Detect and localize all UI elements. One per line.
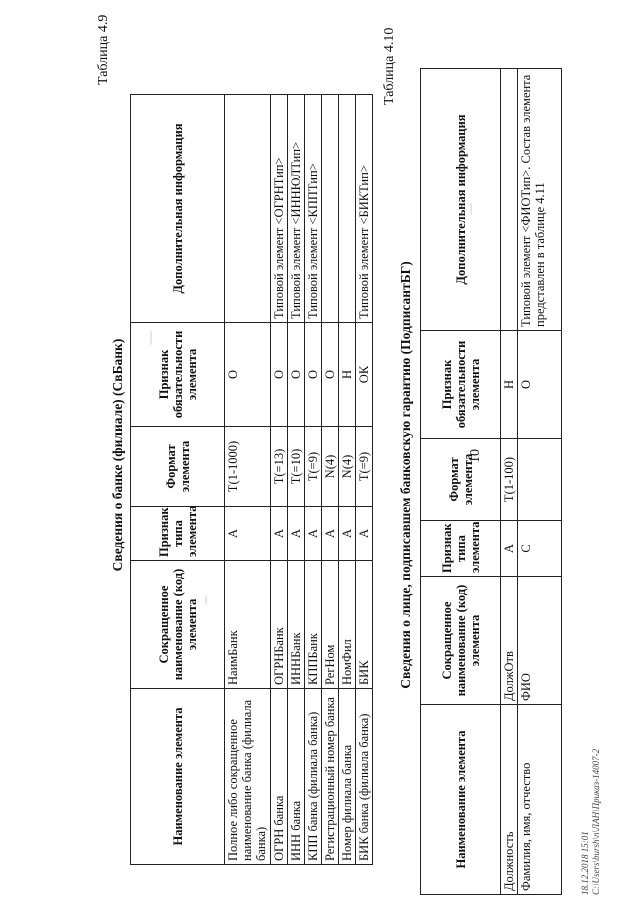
table-cell: О [305, 323, 322, 427]
table-cell: ИННБанк [288, 561, 305, 689]
table-cell [501, 69, 518, 331]
table-4-10-label: Таблица 4.10 [382, 27, 397, 105]
table-cell [322, 95, 339, 323]
table-cell: С [518, 521, 562, 577]
table-cell: НаимБанк [225, 561, 271, 689]
table-cell: ОК [356, 323, 373, 427]
table-cell: РегНом [322, 561, 339, 689]
table-cell: БИК [356, 561, 373, 689]
footer-date: 18.12.2018 15:01 [580, 831, 590, 895]
page-number: 10 [468, 449, 483, 463]
header-cell: Признак типа элемента [131, 507, 225, 561]
header-cell: Дополнительная информация [421, 69, 501, 331]
table-cell: ДолжОтв [501, 577, 518, 705]
scan-speck [205, 595, 207, 605]
table-cell: Номер филиала банка [339, 689, 356, 865]
table-cell: О [271, 323, 288, 427]
table-cell: ОГРНБанк [271, 561, 288, 689]
table-row [518, 69, 562, 895]
table-cell: T(=10) [288, 427, 305, 507]
header-cell: Наименование элемента [131, 689, 225, 865]
table-cell: N(4) [339, 427, 356, 507]
table-cell [518, 439, 562, 521]
table-4-9 [130, 94, 373, 865]
table-cell: T(=13) [271, 427, 288, 507]
table-cell: ФИО [518, 577, 562, 705]
table-cell [339, 95, 356, 323]
table-cell [225, 95, 271, 323]
table-4-9-label: Таблица 4.9 [96, 14, 111, 85]
table-cell: T(1-1000) [225, 427, 271, 507]
table-cell: А [225, 507, 271, 561]
table-cell: А [339, 507, 356, 561]
table-4-10-caption: Сведения о лице, подписавшем банковскую гарантию (ПодписантБГ) [398, 261, 413, 689]
table-cell: Типовой элемент <ОГРНТип> [271, 95, 288, 323]
table-cell: А [271, 507, 288, 561]
header-cell: Дополнительная информация [131, 95, 225, 323]
table-cell: ИНН банка [288, 689, 305, 865]
table-4-10 [420, 68, 562, 895]
table-row [225, 95, 271, 865]
table-cell: НомФил [339, 561, 356, 689]
table-cell: Фамилия, имя, отчество [518, 705, 562, 895]
footer-stamp [580, 749, 602, 895]
table-cell: Регистрационный номер банка [322, 689, 339, 865]
table-cell: БИК банка (филиала банка) [356, 689, 373, 865]
header-cell: Признак типа элемента [421, 521, 501, 577]
table-cell: А [356, 507, 373, 561]
header-cell: Признак обязательности элемента [131, 323, 225, 427]
table-cell: Типовой элемент <ФИОТип>. Состав элемента представлен в таблице 4.11 [518, 69, 562, 331]
table-row [305, 95, 322, 865]
table-cell: О [288, 323, 305, 427]
table-4-9-caption: Сведения о банке (филиале) (СвБанк) [110, 338, 125, 572]
table-cell: T(=9) [305, 427, 322, 507]
scan-speck [470, 203, 472, 215]
table-cell: Типовой элемент <КППТип> [305, 95, 322, 323]
table-cell: T(1-100) [501, 439, 518, 521]
scan-speck [150, 331, 152, 345]
table-cell: КПП банка (филиала банка) [305, 689, 322, 865]
table-cell: А [322, 507, 339, 561]
table-cell: А [501, 521, 518, 577]
table-cell: Полное либо сокращенное наименование банка (филиала банка) [225, 689, 271, 865]
table-cell: N(4) [322, 427, 339, 507]
table-row [322, 95, 339, 865]
table-cell: Типовой элемент <ИННЮЛТип> [288, 95, 305, 323]
header-cell: Формат элемента [421, 439, 501, 521]
table-cell: О [518, 331, 562, 439]
table-cell: О [225, 323, 271, 427]
table-cell: А [305, 507, 322, 561]
table-row [356, 95, 373, 865]
table-cell: Типовой элемент <БИКТип> [356, 95, 373, 323]
header-cell: Формат элемента [131, 427, 225, 507]
footer-path: C:\Users\bursh\n\ЛАН\Приказ-14007-2 [591, 748, 601, 895]
header-cell: Сокращенное наименование (код) элемента [421, 577, 501, 705]
table-cell: T(=9) [356, 427, 373, 507]
table-4-9-header-row [131, 95, 225, 865]
table-cell: Должность [501, 705, 518, 895]
table-row [271, 95, 288, 865]
table-cell: Н [501, 331, 518, 439]
table-cell: О [322, 323, 339, 427]
header-cell: Признак обязательности элемента [421, 331, 501, 439]
header-cell: Наименование элемента [421, 705, 501, 895]
table-cell: А [288, 507, 305, 561]
header-cell: Сокращенное наименование (код) элемента [131, 561, 225, 689]
table-cell: ОГРН банка [271, 689, 288, 865]
table-cell: КППБанк [305, 561, 322, 689]
table-row [339, 95, 356, 865]
table-4-10-header-row [421, 69, 501, 895]
table-cell: Н [339, 323, 356, 427]
table-row [288, 95, 305, 865]
table-row [501, 69, 518, 895]
